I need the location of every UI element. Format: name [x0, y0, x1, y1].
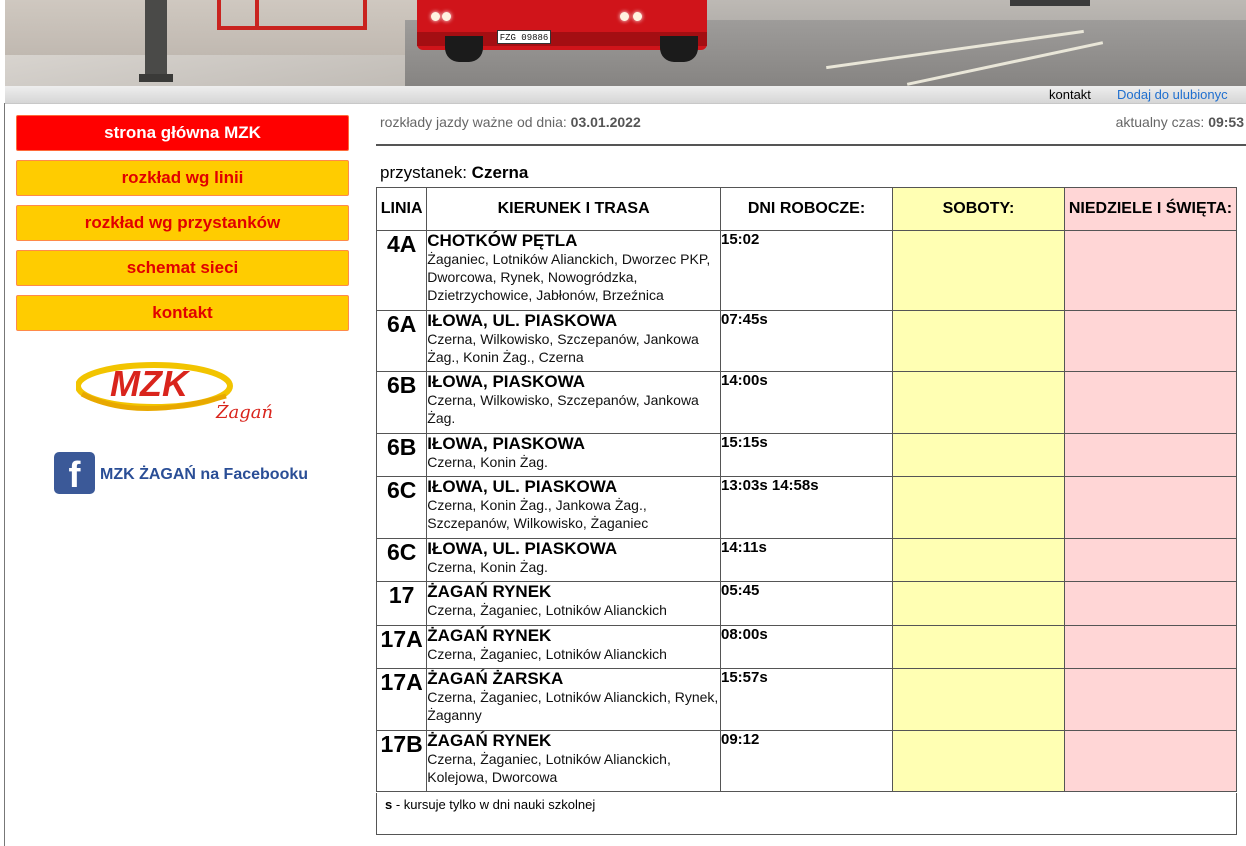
- sunday-times: [1064, 231, 1236, 311]
- table-row: [377, 372, 1237, 434]
- line-number[interactable]: 6B: [377, 372, 427, 434]
- destination: ŻAGAŃ RYNEK: [427, 582, 552, 601]
- direction-cell: [427, 669, 721, 731]
- top-nav-bar: [5, 86, 1246, 104]
- line-number[interactable]: 6C: [377, 477, 427, 539]
- workday-times: 05:45: [720, 582, 892, 626]
- header-workdays: DNI ROBOCZE:: [720, 188, 892, 231]
- destination: IŁOWA, UL. PIASKOWA: [427, 477, 618, 496]
- destination: ŻAGAŃ ŻARSKA: [427, 669, 564, 688]
- direction-cell: [427, 311, 721, 372]
- banner-bus-wheel: [660, 36, 698, 62]
- destination: CHOTKÓW PĘTLA: [427, 231, 578, 250]
- line-number[interactable]: 6A: [377, 311, 427, 372]
- saturday-times: [892, 434, 1064, 477]
- saturday-times: [892, 626, 1064, 669]
- destination: ŻAGAŃ RYNEK: [427, 731, 552, 750]
- direction-cell: [427, 477, 721, 539]
- timetable: [376, 187, 1237, 792]
- saturday-times: [892, 311, 1064, 372]
- banner-pole: [145, 0, 167, 82]
- sunday-times: [1064, 434, 1236, 477]
- destination: ŻAGAŃ RYNEK: [427, 626, 552, 645]
- workday-times: 15:15s: [720, 434, 892, 477]
- destination: IŁOWA, PIASKOWA: [427, 434, 586, 453]
- table-row: [377, 626, 1237, 669]
- legend-symbol: s: [385, 797, 393, 812]
- saturday-times: [892, 231, 1064, 311]
- banner-bus-light: [633, 12, 642, 21]
- route: Czerna, Konin Żag.: [427, 454, 548, 470]
- timetable-legend: [376, 793, 1237, 835]
- mzk-logo[interactable]: [76, 360, 292, 436]
- sunday-times: [1064, 372, 1236, 434]
- time-prefix: aktualny czas:: [1115, 114, 1205, 130]
- header-direction: KIERUNEK I TRASA: [427, 188, 721, 231]
- direction-cell: [427, 372, 721, 434]
- stop-heading: [380, 163, 528, 183]
- line-number[interactable]: 6B: [377, 434, 427, 477]
- banner-bus-wheel: [445, 36, 483, 62]
- table-row: [377, 477, 1237, 539]
- route: Czerna, Żaganiec, Lotników Alianckich, Kolejowa, Dworcowa: [427, 751, 671, 785]
- workday-times: 07:45s: [720, 311, 892, 372]
- add-to-favorites-link[interactable]: Dodaj do ulubionyc: [1117, 87, 1228, 102]
- sunday-times: [1064, 669, 1236, 731]
- header-divider: [376, 144, 1246, 146]
- header-line: LINIA: [377, 188, 427, 231]
- route: Czerna, Wilkowisko, Szczepanów, Jankowa Żag.: [427, 392, 699, 426]
- route: Czerna, Konin Żag., Jankowa Żag., Szczepanów, Wilkowisko, Żaganiec: [427, 497, 649, 531]
- logo-main-text: MZK: [110, 363, 188, 404]
- direction-cell: [427, 231, 721, 311]
- saturday-times: [892, 539, 1064, 582]
- direction-cell: [427, 731, 721, 792]
- saturday-times: [892, 582, 1064, 626]
- direction-cell: [427, 626, 721, 669]
- route: Czerna, Wilkowisko, Szczepanów, Jankowa Żag., Konin Żag., Czerna: [427, 331, 699, 365]
- menu-lines-button[interactable]: rozkład wg linii: [16, 160, 349, 196]
- sunday-times: [1064, 477, 1236, 539]
- line-number[interactable]: 4A: [377, 231, 427, 311]
- saturday-times: [892, 372, 1064, 434]
- direction-cell: [427, 582, 721, 626]
- destination: IŁOWA, PIASKOWA: [427, 372, 586, 391]
- sunday-times: [1064, 539, 1236, 582]
- header-saturdays: SOBOTY:: [892, 188, 1064, 231]
- banner-bus-shelter: [217, 0, 367, 30]
- banner-bus-light: [431, 12, 440, 21]
- sunday-times: [1064, 311, 1236, 372]
- route: Czerna, Żaganiec, Lotników Alianckich: [427, 646, 667, 662]
- banner-bus-light: [442, 12, 451, 21]
- menu-network-map-button[interactable]: schemat sieci: [16, 250, 349, 286]
- header-sundays: NIEDZIELE I ŚWIĘTA:: [1064, 188, 1236, 231]
- sunday-times: [1064, 626, 1236, 669]
- table-row: [377, 539, 1237, 582]
- workday-times: 13:03s 14:58s: [720, 477, 892, 539]
- sunday-times: [1064, 731, 1236, 792]
- route: Żaganiec, Lotników Alianckich, Dworzec PKP, Dworcowa, Rynek, Nowogródzka, Dzietrzychowice, Jabłonów, Brzeźnica: [427, 251, 711, 303]
- table-row: [377, 731, 1237, 792]
- route: Czerna, Żaganiec, Lotników Alianckich: [427, 602, 667, 618]
- current-time: 09:53: [1208, 114, 1244, 130]
- destination: IŁOWA, UL. PIASKOWA: [427, 539, 618, 558]
- top-kontakt-link[interactable]: kontakt: [1049, 87, 1091, 102]
- direction-cell: [427, 539, 721, 582]
- table-row: [377, 231, 1237, 311]
- line-number[interactable]: 17B: [377, 731, 427, 792]
- workday-times: 14:11s: [720, 539, 892, 582]
- facebook-link[interactable]: [54, 452, 354, 496]
- current-time-info: [1116, 114, 1244, 130]
- banner-bus-light: [620, 12, 629, 21]
- workday-times: 09:12: [720, 731, 892, 792]
- saturday-times: [892, 669, 1064, 731]
- menu-contact-button[interactable]: kontakt: [16, 295, 349, 331]
- workday-times: 15:57s: [720, 669, 892, 731]
- menu-stops-button[interactable]: rozkład wg przystanków: [16, 205, 349, 241]
- destination: IŁOWA, UL. PIASKOWA: [427, 311, 618, 330]
- saturday-times: [892, 731, 1064, 792]
- line-number[interactable]: 6C: [377, 539, 427, 582]
- direction-cell: [427, 434, 721, 477]
- sunday-times: [1064, 582, 1236, 626]
- route: Czerna, Konin Żag.: [427, 559, 548, 575]
- route: Czerna, Żaganiec, Lotników Alianckich, Rynek, Żaganny: [427, 689, 719, 723]
- banner-license-plate: FZG 09886: [497, 30, 551, 44]
- validity-info: [380, 114, 641, 130]
- line-number[interactable]: 17A: [377, 669, 427, 731]
- page-frame-border: [4, 103, 5, 846]
- legend-text: - kursuje tylko w dni nauki szkolnej: [392, 797, 596, 812]
- line-number[interactable]: 17: [377, 582, 427, 626]
- banner-pole-base: [139, 74, 173, 82]
- workday-times: 14:00s: [720, 372, 892, 434]
- validity-prefix: rozkłady jazdy ważne od dnia:: [380, 114, 567, 130]
- saturday-times: [892, 477, 1064, 539]
- logo-sub-text: Żagań: [216, 402, 274, 423]
- stop-prefix: przystanek:: [380, 163, 467, 182]
- header-banner-photo: [5, 0, 1246, 86]
- facebook-icon: f: [54, 452, 95, 494]
- banner-car: [1010, 0, 1090, 6]
- table-row: [377, 311, 1237, 372]
- table-row: [377, 434, 1237, 477]
- validity-date: 03.01.2022: [570, 114, 641, 130]
- table-row: [377, 669, 1237, 731]
- stop-name: Czerna: [471, 163, 529, 182]
- banner-bus-shelter-post: [255, 0, 259, 30]
- facebook-label: MZK ŻAGAŃ na Facebooku: [100, 466, 309, 483]
- table-row: [377, 582, 1237, 626]
- timetable-header-row: [377, 188, 1237, 231]
- menu-home-button[interactable]: strona główna MZK: [16, 115, 349, 151]
- workday-times: 15:02: [720, 231, 892, 311]
- workday-times: 08:00s: [720, 626, 892, 669]
- line-number[interactable]: 17A: [377, 626, 427, 669]
